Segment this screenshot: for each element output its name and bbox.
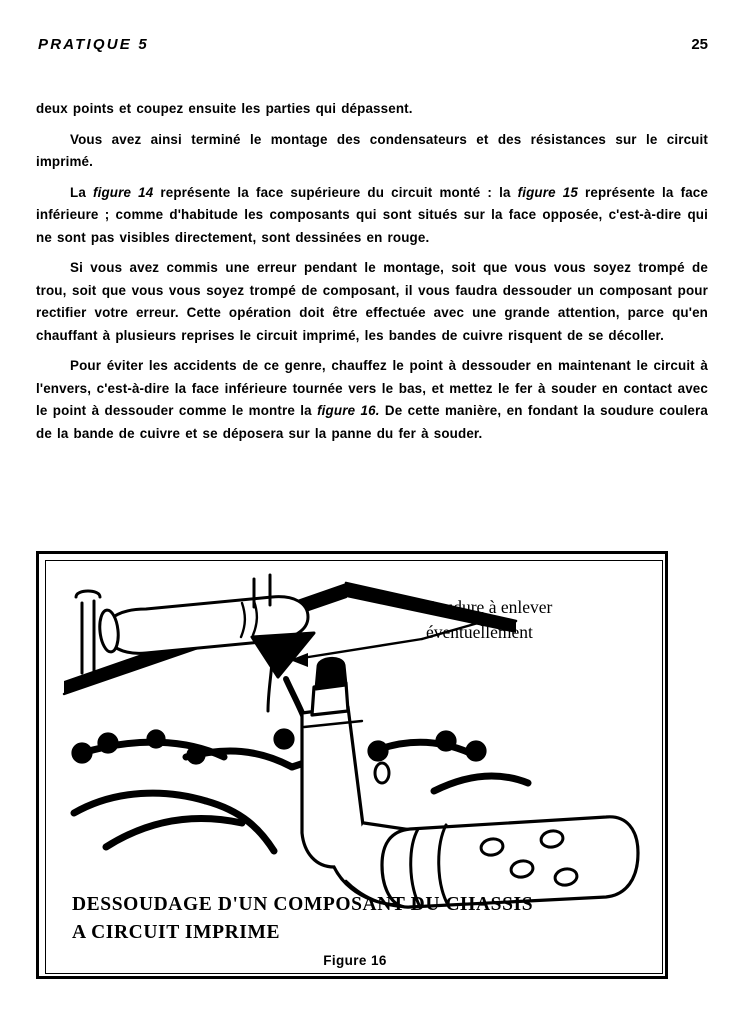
figure-callout-line-1: Soudure à enlever: [426, 597, 553, 617]
page-number: 25: [691, 36, 708, 53]
text-run: Pour éviter les accidents de ce genre, chauffez le point à dessouder en maintenant le circuit à l'envers, c'est-à-dire la face inférieure tournée vers le bas, et mettez le fer à souder en contact avec le point à dessouder comme le montre la: [36, 358, 708, 418]
text-run: La: [70, 184, 93, 200]
figure-frame: [45, 560, 663, 974]
page-header: [38, 36, 708, 53]
paragraph: [36, 355, 708, 445]
paragraph: [36, 129, 708, 174]
text-run: Vous avez ainsi terminé le montage des condensateurs et des résistances sur le circuit imprimé.: [36, 131, 708, 169]
figure-caption: [72, 891, 642, 947]
paragraph: [36, 182, 708, 250]
paragraph: [36, 257, 708, 347]
text-run: De cette manière, en fondant la soudure coulera de la bande de cuivre et se déposera sur la panne du fer à souder.: [36, 403, 708, 441]
figure-caption-line-2: A CIRCUIT IMPRIME: [72, 922, 281, 943]
figure-callout-line-2: éventuellement: [426, 622, 533, 642]
text-run: représente la face inférieure ; comme d'habitude les composants qui sont situés sur la face opposée, c'est-à-dire qui ne sont pas visibles directement, sont dessinées en rouge.: [36, 184, 708, 245]
text-run: Si vous avez commis une erreur pendant le montage, soit que vous vous soyez trompé de trou, soit que vous vous soyez trompé de composant, il vous faudra dessouder un composant pour rectifier votre erreur. Cette opération doit être effectuée avec une grande attention, parce qu'en chauffant à plusieurs reprises le circuit imprimé, les bandes de cuivre risquent de se décoller.: [36, 260, 708, 343]
paragraph: [36, 98, 708, 121]
body-text: [36, 98, 708, 453]
figure-16: [36, 551, 668, 979]
text-run: figure 16.: [317, 403, 380, 418]
running-head-title: PRATIQUE 5: [38, 36, 149, 53]
text-run: deux points et coupez ensuite les parties qui dépassent.: [36, 101, 413, 116]
figure-callout: [426, 595, 552, 645]
text-run: figure 15: [517, 184, 578, 200]
text-run: figure 14: [92, 184, 154, 200]
text-run: représente la face supérieure du circuit monté : la: [153, 184, 518, 200]
figure-caption-line-1: DESSOUDAGE D'UN COMPOSANT DU CHASSIS: [72, 894, 534, 915]
figure-number-label: Figure 16: [323, 953, 387, 968]
